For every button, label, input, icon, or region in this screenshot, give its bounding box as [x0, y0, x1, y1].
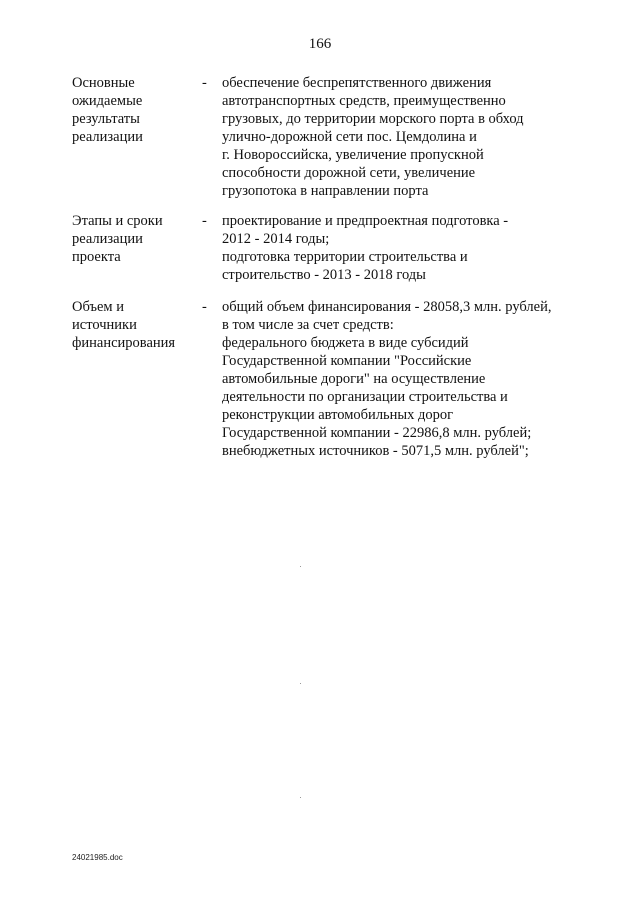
section-content: [222, 74, 592, 200]
content-line: способности дорожной сети, увеличение: [222, 165, 476, 181]
content-line: 2012 - 2014 годы;: [222, 231, 330, 247]
dash-separator: -: [202, 299, 207, 315]
content-line: улично-дорожной сети пос. Цемдолина и: [222, 129, 477, 145]
section-content: [222, 212, 592, 284]
label-line: Этапы и сроки: [72, 213, 163, 229]
dash-separator: -: [202, 75, 207, 91]
label-line: Основные: [72, 75, 135, 91]
content-line: деятельности по организации строительства и: [222, 389, 508, 405]
content-line: грузопотока в направлении порта: [222, 183, 429, 199]
content-line: общий объем финансирования - 28058,3 млн. рублей,: [222, 299, 552, 315]
content-line: г. Новороссийска, увеличение пропускной: [222, 147, 484, 163]
label-line: проекта: [72, 249, 121, 265]
content-line: в том числе за счет средств:: [222, 317, 394, 333]
content-line: грузовых, до территории морского порта в обход: [222, 111, 524, 127]
content-line: Государственной компании - 22986,8 млн. рублей;: [222, 425, 532, 441]
content-line: федерального бюджета в виде субсидий: [222, 335, 469, 351]
section-content: [222, 298, 592, 460]
content-line: проектирование и предпроектная подготовка -: [222, 213, 509, 229]
content-line: подготовка территории строительства и: [222, 249, 468, 265]
label-line: реализации: [72, 231, 143, 247]
content-line: Государственной компании "Российские: [222, 353, 472, 369]
section-label: [72, 212, 192, 266]
content-line: автотранспортных средств, преимущественно: [222, 93, 506, 109]
label-line: источники: [72, 317, 137, 333]
label-line: реализации: [72, 129, 143, 145]
content-line: обеспечение беспрепятственного движения: [222, 75, 492, 91]
label-line: Объем и: [72, 299, 124, 315]
scan-speck: [300, 797, 301, 798]
scan-speck: [300, 683, 301, 684]
scan-speck: [300, 566, 301, 567]
label-line: финансирования: [72, 335, 176, 351]
content-line: внебюджетных источников - 5071,5 млн. рублей";: [222, 443, 529, 459]
content-line: строительство - 2013 - 2018 годы: [222, 267, 426, 283]
document-filename: 24021985.doc: [72, 853, 123, 862]
content-line: автомобильные дороги" на осуществление: [222, 371, 486, 387]
section-label: [72, 298, 192, 352]
page-number: 166: [308, 36, 332, 52]
label-line: ожидаемые: [72, 93, 143, 109]
content-line: реконструкции автомобильных дорог: [222, 407, 454, 423]
section-label: [72, 74, 192, 146]
label-line: результаты: [72, 111, 140, 127]
dash-separator: -: [202, 213, 207, 229]
